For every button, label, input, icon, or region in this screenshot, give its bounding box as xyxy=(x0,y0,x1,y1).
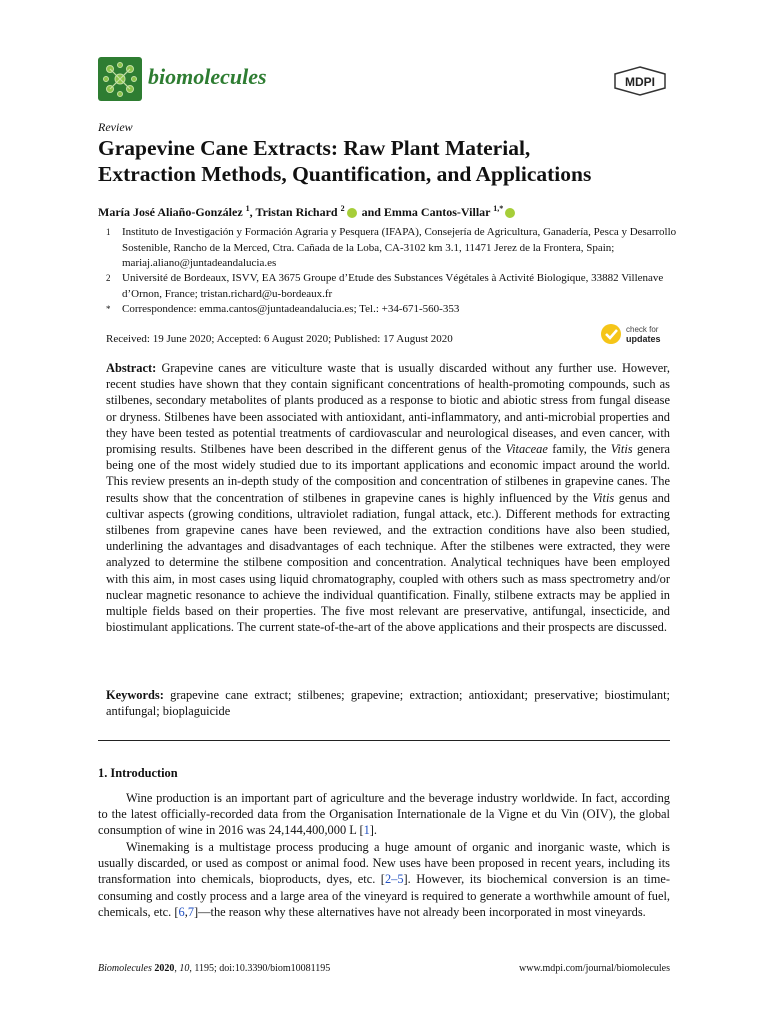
paragraph-text: Winemaking is a multistage process producing a huge amount of organic and inorganic waste, which is usually discarded, or used as compost or animal food. New uses have been proposed in recent years, including its transformation into chemicals, bioproducts, dyes, etc. [ xyxy=(98,840,670,887)
citation-link[interactable]: 1 xyxy=(363,823,370,838)
paragraph-text: ]—the reason why these alternatives have not already been incorporated in most vineyards. xyxy=(194,904,646,919)
keywords-label: Keywords: xyxy=(106,688,164,702)
paragraph-text: , xyxy=(184,904,188,919)
correspondence-text: Correspondence: emma.cantos@juntadeandalucia.es; Tel.: +34-671-560-353 xyxy=(122,303,460,315)
author-1-affiliation: 1 xyxy=(245,204,250,213)
title-line-1: Grapevine Cane Extracts: Raw Plant Material, xyxy=(98,136,531,160)
title-line-2: Extraction Methods, Quantification, and Applications xyxy=(98,162,592,186)
affiliation-2 xyxy=(98,271,698,303)
section-heading: 1. Introduction xyxy=(98,766,178,780)
affiliation-text: Instituto de Investigación y Formación Agraria y Pesquera (IFAPA), Consejería de Agricultura, Ganadería, Pesca y Desarrollo Sostenible, Rancho de la Merced, Ctra. Cañada de la Loba, CA-3102 km 3.1, 11471 Jerez de la Frontera, Spain; mariaj.aliano@juntadeandalucia.es xyxy=(122,226,677,269)
footer-year: 2020 xyxy=(154,963,175,974)
publication-dates: Received: 19 June 2020; Accepted: 6 August 2020; Published: 17 August 2020 xyxy=(106,333,453,345)
abstract-text-1: Grapevine canes are viticulture waste that is usually discarded without any further use. However, recent studies have shown that they contain significant concentrations of health-promoting compounds, such as stilbenes, secondary metabolites of plants produced as a response to biotic and abiotic stress from fungal disease or dryness. Stilbenes have been associated with antioxidant, anti-inflammatory, and anti-microbial properties and they have been tested as potential treatments of cardiovascular and neurological diseases, and even cancer, with promising results. Stilbenes have been described in the different genus of the xyxy=(106,361,670,457)
correspondence xyxy=(98,302,698,318)
affiliation-1 xyxy=(98,225,698,273)
citation-link[interactable]: 6 xyxy=(178,904,185,919)
mdpi-logo-icon xyxy=(612,66,668,96)
author-3[interactable]: and Emma Cantos-Villar xyxy=(361,205,491,219)
author-3-affiliation: 1,* xyxy=(493,204,504,213)
article-title xyxy=(98,135,698,187)
journal-name: biomolecules xyxy=(148,64,267,89)
intro-paragraph-1 xyxy=(98,790,670,839)
abstract-label: Abstract: xyxy=(106,361,157,375)
footer-url-link[interactable]: www.mdpi.com/journal/biomolecules xyxy=(519,963,670,974)
paragraph-text: ]. However, its biochemical conversion is an time-consuming and costly process and a large area of the vineyard is required to generate a worthwhile amount of fuel, chemicals, etc. [ xyxy=(98,872,670,919)
biomolecules-logo-icon xyxy=(98,57,142,101)
updates-label: updates xyxy=(626,334,661,344)
footer-citation: Biomolecules 2020, 10, 1195; doi:10.3390/biom10081195 xyxy=(98,963,331,974)
abstract-text-3: genera being one of the most widely studied due to its important applications and economic impact around the world. This review presents an in-depth study of the composition and concentration of stilbenes in grapevine canes. The results show that the concentration of stilbenes in grapevine canes is highly influenced by the xyxy=(106,442,670,505)
footer-pages-doi: , 1195; doi:10.3390/biom10081195 xyxy=(189,963,331,974)
paragraph-text: ]. xyxy=(369,823,378,838)
abstract-italic-vitaceae: Vitaceae xyxy=(505,442,548,457)
check-for-updates-button[interactable] xyxy=(600,322,680,346)
affiliation-number: 2 xyxy=(106,273,111,283)
affiliation-number: 1 xyxy=(106,227,111,237)
abstract-italic-vitis-2: Vitis xyxy=(592,490,615,505)
author-2-affiliation: 2 xyxy=(340,204,345,213)
orcid-icon[interactable] xyxy=(505,208,515,218)
author-list xyxy=(98,204,517,220)
check-for-label: check for xyxy=(626,325,659,334)
abstract-text-4: genus and cultivar aspects (growing conditions, ultraviolet radiation, fungal attack, etc.). Different methods for extracting stilbenes from grapevine canes have been reviewed, and the extraction conditions have also been studied, underlining the advantages and disadvantages of each technique. After the stilbenes were extracted, they were analyzed to determine the stilbene composition and concentration. Analytical techniques have been employed with this aim, in most cases using liquid chromatography, coupled with others such as mass spectrometry and/or nuclear magnetic resonance to achieve the individual quantification. Finally, stilbene extracts may be applied in multiple fields based on their properties. The five most relevant are preservative, antifungal, insecticide, and biostimulant applications. The current state-of-the-art of the above applications and their prospects are discussed. xyxy=(106,490,670,635)
correspondence-mark: * xyxy=(106,304,111,314)
section-divider xyxy=(98,740,670,741)
affiliation-text: Université de Bordeaux, ISVV, EA 3675 Groupe d’Etude des Substances Végétales à Activité Biologique, 33882 Villenave d’Ornon, France; tristan.richard@u-bordeaux.fr xyxy=(122,272,664,300)
intro-paragraph-2 xyxy=(98,839,670,920)
author-1[interactable]: María José Aliaño-González xyxy=(98,205,243,219)
footer-volume: 10 xyxy=(179,963,190,974)
abstract-text-2: family, the xyxy=(547,442,611,457)
publisher-logo-text: MDPI xyxy=(625,75,655,89)
keywords-text: grapevine cane extract; stilbenes; grapevine; extraction; antioxidant; preservative; biostimulant; antifungal; bioplaguicide xyxy=(106,688,670,719)
footer-journal: Biomolecules xyxy=(98,963,152,974)
abstract-italic-vitis-1: Vitis xyxy=(610,442,633,457)
citation-link[interactable]: 7 xyxy=(187,904,195,919)
citation-link[interactable]: 2–5 xyxy=(384,872,404,887)
abstract xyxy=(106,360,670,635)
author-separator: , xyxy=(249,205,253,219)
orcid-icon[interactable] xyxy=(347,208,357,218)
paragraph-text: Wine production is an important part of agriculture and the beverage industry worldwide. In fact, according to the latest officially-recorded data from the Organisation Internationale de la Vigne et du Vin (OIV), the global consumption of wine in 2016 was 24,144,400,000 L [ xyxy=(98,791,670,838)
keywords xyxy=(106,687,670,719)
article-type: Review xyxy=(98,120,133,134)
author-2[interactable]: Tristan Richard xyxy=(255,205,338,219)
